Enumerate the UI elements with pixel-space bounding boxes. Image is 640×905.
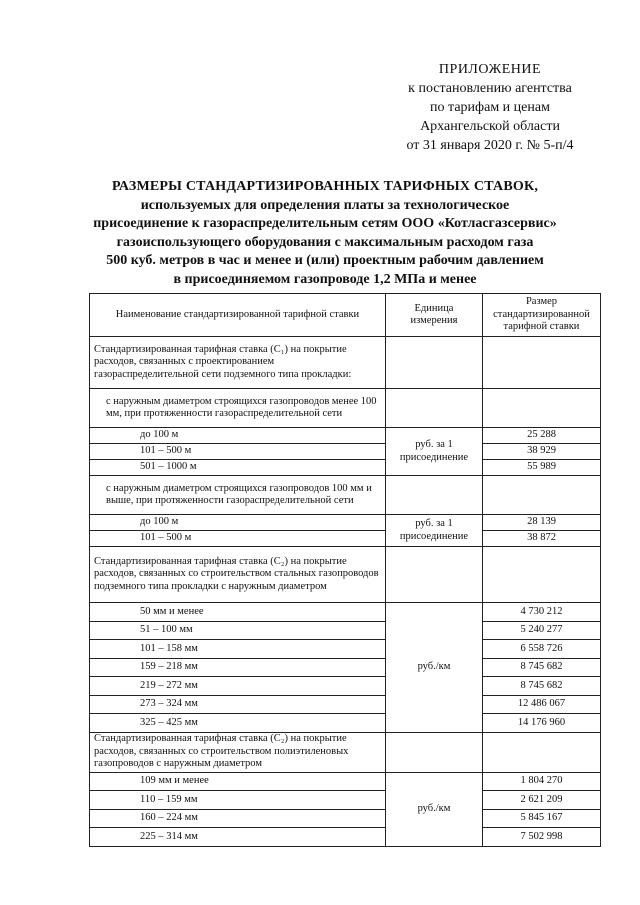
section-row [90, 732, 601, 772]
range-cell: 225 – 314 мм [90, 828, 386, 847]
table-row [90, 677, 601, 696]
title-line: РАЗМЕРЫ СТАНДАРТИЗИРОВАННЫХ ТАРИФНЫХ СТАВОК, [111, 179, 539, 194]
title-line: газоиспользующего оборудования с максимальным расходом газа [116, 234, 534, 250]
value-cell: 1 804 270 [483, 772, 601, 791]
value-cell: 8 745 682 [483, 677, 601, 696]
section-label-c1: Стандартизированная тарифная ставка (С₁) на покрытие расходов, связанных с проектированием газораспределительной сети подземного типа прокладки: [90, 337, 386, 389]
range-cell: 325 – 425 мм [90, 714, 386, 733]
table-header-row [90, 294, 601, 337]
appendix-block [380, 60, 600, 155]
document-title [70, 178, 580, 290]
value-cell: 2 621 209 [483, 791, 601, 810]
value-cell: 4 730 212 [483, 603, 601, 622]
range-cell: 160 – 224 мм [90, 809, 386, 828]
unit-cell: руб. за 1 присоединение [386, 515, 483, 547]
value-cell: 8 745 682 [483, 658, 601, 677]
range-cell: 51 – 100 мм [90, 621, 386, 640]
table-row [90, 695, 601, 714]
value-cell: 38 929 [483, 444, 601, 460]
appendix-heading: ПРИЛОЖЕНИЕ [438, 62, 542, 77]
range-cell: до 100 м [90, 428, 386, 444]
title-line: используемых для определения платы за технологическое [140, 197, 510, 213]
value-cell: 5 845 167 [483, 809, 601, 828]
table-row [90, 444, 601, 460]
title-line: в присоединяемом газопроводе 1,2 МПа и менее [173, 271, 477, 287]
title-line: присоединение к газораспределительным сетям ООО «Котласгазсервис» [93, 216, 557, 232]
header-size: Размер стандартизированной тарифной ставки [483, 294, 601, 337]
value-cell: 12 486 067 [483, 695, 601, 714]
table-row [90, 640, 601, 659]
value-cell: 38 872 [483, 531, 601, 547]
appendix-line: Архангельской области [420, 119, 560, 134]
table-row [90, 809, 601, 828]
appendix-line: от 31 января 2020 г. № 5-п/4 [406, 138, 574, 153]
table-row [90, 828, 601, 847]
range-cell: 273 – 324 мм [90, 695, 386, 714]
table-row [90, 658, 601, 677]
range-cell: до 100 м [90, 515, 386, 531]
table-row [90, 531, 601, 547]
subsection-label: с наружным диаметром строящихся газопроводов 100 мм и выше, при протяженности газораспределительной сети [90, 476, 386, 515]
range-cell: 110 – 159 мм [90, 791, 386, 810]
table-row [90, 714, 601, 733]
section-label-c3: Стандартизированная тарифная ставка (С₂) на покрытие расходов, связанных со строительством полиэтиленовых газопроводов с наружным диаметром [90, 732, 386, 772]
section-label-c2: Стандартизированная тарифная ставка (С₂) на покрытие расходов, связанных со строительством стальных газопроводов подземного типа прокладки с наружным диаметром [90, 547, 386, 603]
unit-cell: руб./км [386, 772, 483, 846]
range-cell: 50 мм и менее [90, 603, 386, 622]
appendix-line: к постановлению агентства [408, 81, 572, 96]
value-cell: 14 176 960 [483, 714, 601, 733]
value-cell: 7 502 998 [483, 828, 601, 847]
section-row [90, 547, 601, 603]
value-cell: 55 989 [483, 460, 601, 476]
section-row [90, 337, 601, 389]
appendix-line: по тарифам и ценам [430, 100, 550, 115]
header-name: Наименование стандартизированной тарифной ставки [90, 294, 386, 337]
table-row [90, 772, 601, 791]
table-row [90, 428, 601, 444]
subsection-label: с наружным диаметром строящихся газопроводов менее 100 мм, при протяженности газораспределительной сети [90, 389, 386, 428]
unit-cell: руб./км [386, 603, 483, 733]
range-cell: 219 – 272 мм [90, 677, 386, 696]
subsection-row [90, 476, 601, 515]
tariff-table [89, 293, 601, 847]
table-row [90, 460, 601, 476]
range-cell: 101 – 158 мм [90, 640, 386, 659]
value-cell: 6 558 726 [483, 640, 601, 659]
header-unit: Единица измерения [386, 294, 483, 337]
value-cell: 25 288 [483, 428, 601, 444]
range-cell: 101 – 500 м [90, 444, 386, 460]
subsection-row [90, 389, 601, 428]
value-cell: 5 240 277 [483, 621, 601, 640]
range-cell: 109 мм и менее [90, 772, 386, 791]
range-cell: 501 – 1000 м [90, 460, 386, 476]
unit-cell: руб. за 1 присоединение [386, 428, 483, 476]
title-line: 500 куб. метров в час и менее и (или) проектным рабочим давлением [106, 253, 544, 269]
range-cell: 159 – 218 мм [90, 658, 386, 677]
table-row [90, 791, 601, 810]
table-row [90, 603, 601, 622]
value-cell: 28 139 [483, 515, 601, 531]
table-row [90, 515, 601, 531]
table-row [90, 621, 601, 640]
range-cell: 101 – 500 м [90, 531, 386, 547]
